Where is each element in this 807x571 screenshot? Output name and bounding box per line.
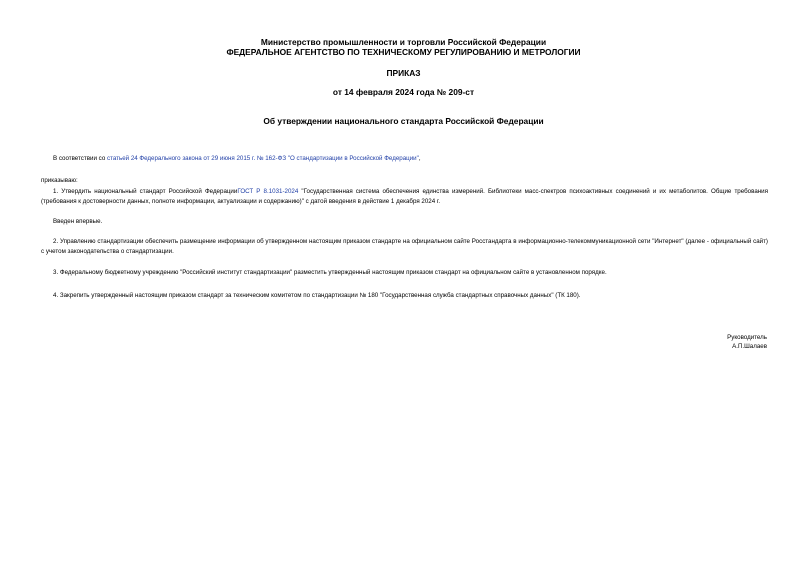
item-1-paragraph [41,187,768,206]
intro-paragraph [41,154,768,164]
item-4-paragraph: 4. Закрепить утвержденный настоящим приказом стандарт за техническим комитетом по стандартизации № 180 "Государственная служба стандартных справочных данных" (ТК 180). [53,292,581,299]
intro-suffix: , [418,155,421,162]
agency-name: ФЕДЕРАЛЬНОЕ АГЕНТСТВО ПО ТЕХНИЧЕСКОМУ РЕГУЛИРОВАНИЮ И МЕТРОЛОГИИ [226,47,581,57]
intro-prefix: В соответствии со [53,155,107,162]
introduced-first-time: Введен впервые. [53,218,103,225]
signature-name: А.П.Шалаев [732,343,767,350]
item-1-prefix: 1. Утвердить национальный стандарт Российской Федерации [53,188,238,195]
item-1-suffix: "Государственная система обеспечения единства измерений. Библиотеки масс-спектров психоактивных соединений и их метаболитов. Общие требования (требования к достоверности данных, полноте информации, актуализации и содержанию)" с датой введения в действие 1 декабря 2024 г. [41,188,768,205]
gost-standard-link[interactable]: ГОСТ Р 8.1031-2024 [237,188,299,195]
item-3-paragraph: 3. Федеральному бюджетному учреждению "Российский институт стандартизации" разместить утвержденный настоящим приказом стандарт на официальном сайте в установленном порядке. [53,269,607,276]
order-date-number: от 14 февраля 2024 года № 209-ст [332,87,475,97]
federal-law-link[interactable]: статьей 24 Федерального закона от 29 июня 2015 г. № 162-ФЗ "О стандартизации в Российской Федерации" [106,155,419,162]
order-verb: приказываю: [41,177,78,184]
item-2-paragraph: 2. Управлению стандартизации обеспечить размещение информации об утвержденном настоящим приказом стандарте на официальном сайте Росстандарта в информационно-телекоммуникационной сети "Интернет" (далее - официальный сайт) с учетом законодательства о стандартизации. [41,238,768,255]
ministry-name: Министерство промышленности и торговли Российской Федерации [260,37,547,47]
order-heading: ПРИКАЗ [386,68,421,78]
document-title: Об утверждении национального стандарта Российской Федерации [263,116,544,126]
signature-role: Руководитель [727,334,767,341]
